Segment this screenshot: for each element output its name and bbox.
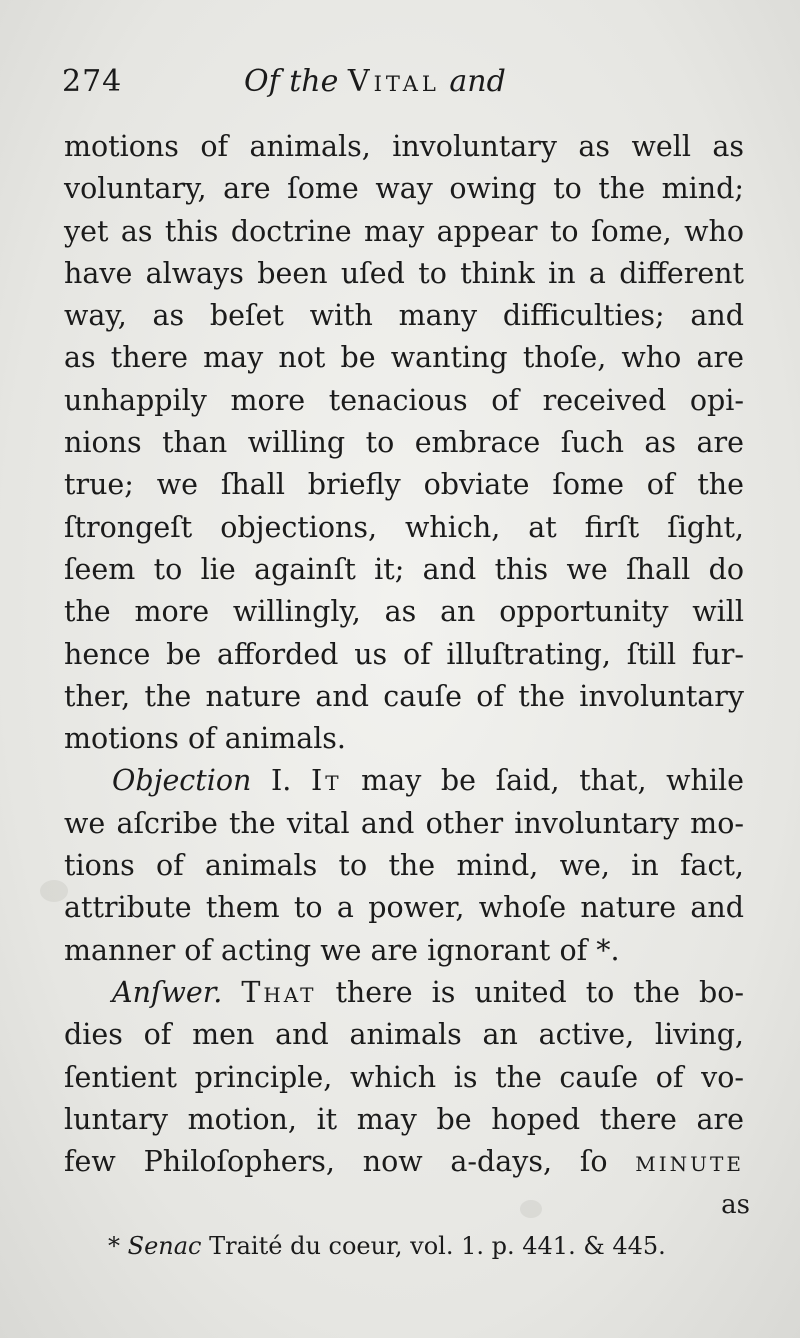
footnote-mark: * bbox=[108, 1232, 120, 1260]
objection-label: Objection bbox=[112, 764, 252, 798]
running-head-prefix: Of the bbox=[244, 64, 339, 99]
text-line: true; we ſhall briefly obviate ſome of the bbox=[64, 468, 744, 502]
text-line: ſtrongeſt objections, which, at firſt ſight, bbox=[64, 510, 744, 544]
text-line: voluntary, are ſome way owing to the mind; bbox=[64, 172, 744, 206]
text-line: as there may not be wanting thoſe, who are bbox=[64, 341, 744, 375]
objection-heading-line bbox=[64, 760, 744, 802]
text-line: nions than willing to embrace ſuch as are bbox=[64, 426, 744, 460]
answer-last-line-text: few Philoſophers, now a-days, ſo bbox=[64, 1145, 608, 1179]
body-text bbox=[64, 126, 744, 1183]
running-head-suffix: and bbox=[449, 64, 506, 99]
running-head bbox=[244, 64, 506, 99]
text-line: way, as beſet with many difficulties; and bbox=[64, 299, 744, 333]
running-head-caps: Vital bbox=[347, 64, 440, 99]
text-line: the more willingly, as an opportunity will bbox=[64, 595, 744, 629]
text-line: luntary motion, it may be hoped there are bbox=[64, 1102, 744, 1136]
answer-caps: That bbox=[241, 975, 317, 1009]
paper-stain bbox=[520, 1200, 542, 1218]
text-line: have always been uſed to think in a different bbox=[64, 256, 744, 290]
text-line: ther, the nature and cauſe of the involuntary bbox=[64, 679, 744, 713]
page-header bbox=[62, 64, 762, 114]
page-number: 274 bbox=[62, 64, 123, 99]
objection-caps: It bbox=[310, 764, 342, 798]
answer-heading-line bbox=[64, 972, 744, 1014]
answer-last-line-caps: minute bbox=[635, 1145, 744, 1179]
text-line: hence be afforded us of illuſtrating, ſtill fur- bbox=[64, 637, 744, 671]
text-line bbox=[64, 1141, 744, 1183]
text-line: unhappily more tenacious of received opi- bbox=[64, 383, 744, 417]
footnote bbox=[108, 1232, 708, 1260]
footnote-text: Traité du coeur, vol. 1. p. 441. & 445. bbox=[209, 1232, 666, 1260]
text-line: motions of animals. bbox=[64, 722, 346, 756]
text-line: tions of animals to the mind, we, in fact, bbox=[64, 849, 744, 883]
objection-number: I. bbox=[270, 764, 292, 798]
text-line: motions of animals, involuntary as well as bbox=[64, 130, 744, 163]
text-line: ſeem to lie againſt it; and this we ſhall do bbox=[64, 552, 744, 586]
answer-label: Anſwer. bbox=[112, 975, 223, 1009]
text-line: dies of men and animals an active, living, bbox=[64, 1018, 744, 1052]
text-line: manner of acting we are ignorant of *. bbox=[64, 933, 620, 967]
text-line: we aſcribe the vital and other involuntary mo- bbox=[64, 806, 744, 840]
text-line: ſentient principle, which is the cauſe of vo- bbox=[64, 1060, 744, 1094]
footnote-author: Senac bbox=[127, 1232, 202, 1260]
text-line: attribute them to a power, whoſe nature and bbox=[64, 891, 744, 925]
objection-rest: may be ſaid, that, while bbox=[361, 764, 744, 798]
catchword: as bbox=[721, 1190, 750, 1220]
answer-rest: there is united to the bo- bbox=[335, 975, 745, 1009]
text-line: yet as this doctrine may appear to ſome, who bbox=[64, 214, 744, 248]
